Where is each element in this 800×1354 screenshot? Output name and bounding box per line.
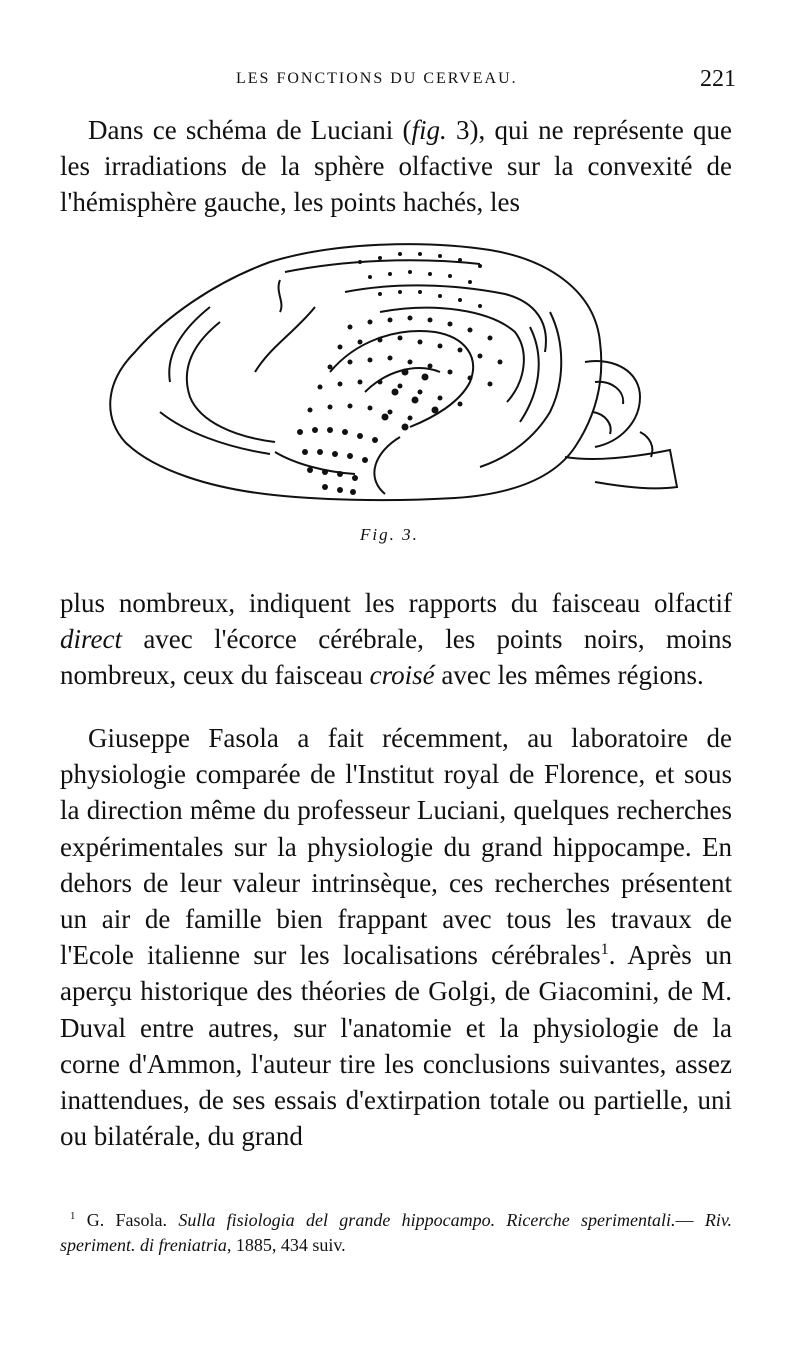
figure-reference: fig.: [411, 115, 447, 145]
paragraph-figure-explanation: plus nombreux, indiquent les rapports du faisceau olfactif direct avec l'écorce cérébrale, les points noirs, moins nombreux, ceux du faisceau croisé avec les mêmes régions.: [60, 588, 732, 691]
page-number: 221: [700, 66, 736, 92]
sulcus-line: [160, 412, 270, 454]
cerebellum-fold: [593, 412, 611, 434]
paragraph-luciani-schema: Dans ce schéma de Luciani (fig. 3), qui ne représente que les irradiations de la sphère olfactive sur la convexité de l'hémisphère gauche, les points hachés, les: [60, 115, 733, 218]
sulcus-line: [279, 280, 282, 312]
sulcus-line: [275, 452, 355, 474]
figure-caption: Fig. 3.: [360, 525, 419, 544]
emphasis-croise: croisé: [369, 660, 435, 691]
footnote-journal: Riv. speriment. di freniatria,: [60, 1210, 733, 1255]
emphasis-direct: direct: [60, 624, 122, 655]
sulcus-line: [480, 312, 561, 467]
cerebellum-outline: [585, 361, 640, 447]
sulcus-line: [374, 437, 400, 494]
footnote-marker: 1: [600, 940, 609, 959]
footnote: $^1$ G. Fasola. Sulla fisiologia del grande hippocampo. Ricerche sperimentali.— Riv. speriment. di freniatria, 1885, 434 suiv.: [60, 1210, 733, 1255]
sulcus-line: [169, 307, 210, 382]
sulcus-line: [345, 285, 546, 352]
brain-hemisphere-diagram: [95, 232, 695, 514]
footnote-number: 1: [70, 1210, 76, 1222]
sulcus-line: [285, 260, 480, 272]
sulcus-line: [187, 322, 275, 442]
running-title: LES FONCTIONS DU CERVEAU.: [236, 70, 518, 87]
running-head: [60, 66, 740, 100]
paragraph-fasola: Giuseppe Fasola a fait récemment, au laboratoire de physiologie comparée de l'Institut royal de Florence, et sous la direction même du professeur Luciani, quelques recherches expérimentales sur la physiologie du grand hippocampe. En dehors de leur valeur intrinsèque, ces recherches présentent un air de famille bien frappant avec tous les travaux de l'Ecole italienne sur les localisations cérébrales$^1$. Après un aperçu historique des théories de Golgi, de Giacomini, de M. Duval entre autres, sur l'anatomie et la physiologie de la corne d'Ammon, l'auteur tire les conclusions suivantes, assez inattendues, de ses essais d'extirpation totale ou partielle, uni ou bilatérale, du grand: [60, 723, 732, 1152]
hemisphere-outline: [110, 244, 601, 500]
sulcus-line: [255, 307, 315, 372]
black-points: [382, 369, 439, 431]
sulcus-line: [330, 331, 473, 427]
footnote-title: Sulla fisiologia del grande hippocampo. Ricerche sperimentali.: [178, 1210, 676, 1230]
brainstem-outline: [565, 450, 677, 488]
